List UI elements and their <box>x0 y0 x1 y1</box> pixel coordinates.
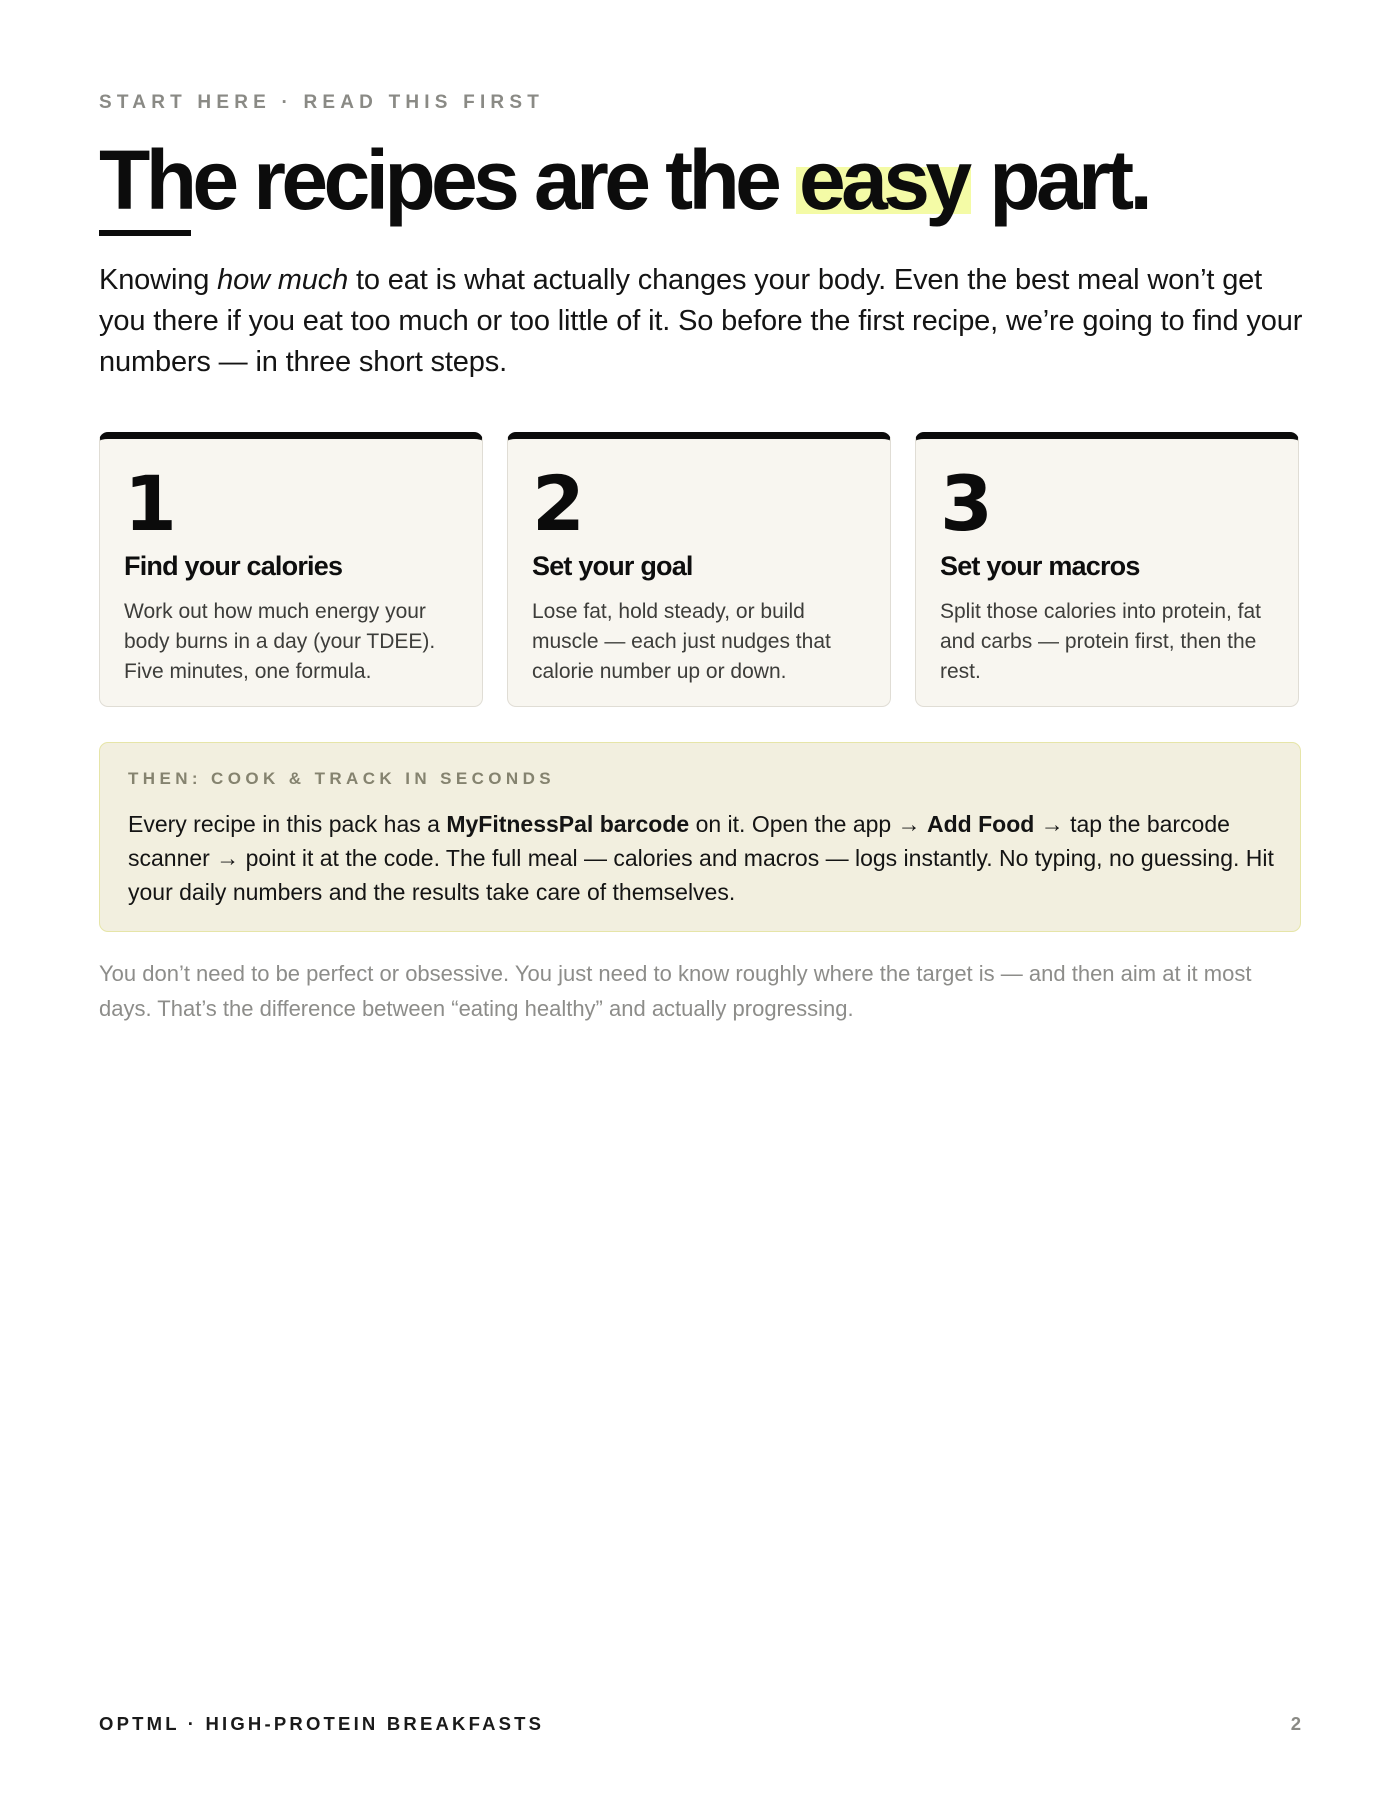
tracking-callout <box>99 742 1301 932</box>
step-number: 1 <box>124 459 177 548</box>
title-underline-rule <box>99 230 191 236</box>
step-number: 3 <box>940 459 993 548</box>
title-highlight: easy <box>796 133 970 227</box>
intro-paragraph <box>99 260 1304 383</box>
callout-body <box>128 807 1278 909</box>
intro-emphasis: how much <box>217 264 349 296</box>
callout-label: THEN: COOK & TRACK IN SECONDS <box>128 769 555 788</box>
page-title <box>99 130 1148 230</box>
callout-text: Every recipe in this pack has a <box>128 811 447 837</box>
step-title: Set your macros <box>940 551 1140 581</box>
title-text-after: part. <box>970 133 1149 227</box>
intro-rest: to eat is what actually changes your body. Even the best meal won’t get you there if you eat too much or too little of it. So before the first recipe, we’re going to find your numbers — in three short steps. <box>99 264 1303 378</box>
eyebrow-label: START HERE · READ THIS FIRST <box>99 92 545 113</box>
callout-text: on it. Open the app → <box>689 811 928 837</box>
callout-text: → tap the barcode scanner → point it at the code. The full meal — calories and macros — logs instantly. No typing, no guessing. Hit your daily numbers and the results take care of themselves. <box>128 811 1274 905</box>
footer-title: OPTML · HIGH-PROTEIN BREAKFASTS <box>99 1713 545 1734</box>
step-description: Split those calories into protein, fat and carbs — protein first, then the rest. <box>940 600 1262 683</box>
title-text-before: The recipes are the <box>99 133 797 227</box>
steps-row <box>99 432 1301 707</box>
page-number: 2 <box>1290 1713 1301 1734</box>
callout-bold-barcode: MyFitnessPal barcode <box>446 811 690 837</box>
step-description: Work out how much energy your body burns in a day (your TDEE). Five minutes, one formula. <box>124 600 436 683</box>
closing-note: You don’t need to be perfect or obsessive. You just need to know roughly where the target is — and then aim at it most days. That’s the difference between “eating healthy” and actually progressing. <box>99 961 1252 1021</box>
intro-lead: Knowing <box>99 264 218 296</box>
step-card-3 <box>915 432 1299 707</box>
step-card-1 <box>99 432 483 707</box>
step-title: Set your goal <box>532 551 693 581</box>
step-number: 2 <box>532 459 585 548</box>
step-title: Find your calories <box>124 551 343 581</box>
step-card-2 <box>507 432 891 707</box>
step-description: Lose fat, hold steady, or build muscle — each just nudges that calorie number up or down. <box>532 600 831 683</box>
callout-bold-add-food: Add Food <box>927 811 1035 837</box>
